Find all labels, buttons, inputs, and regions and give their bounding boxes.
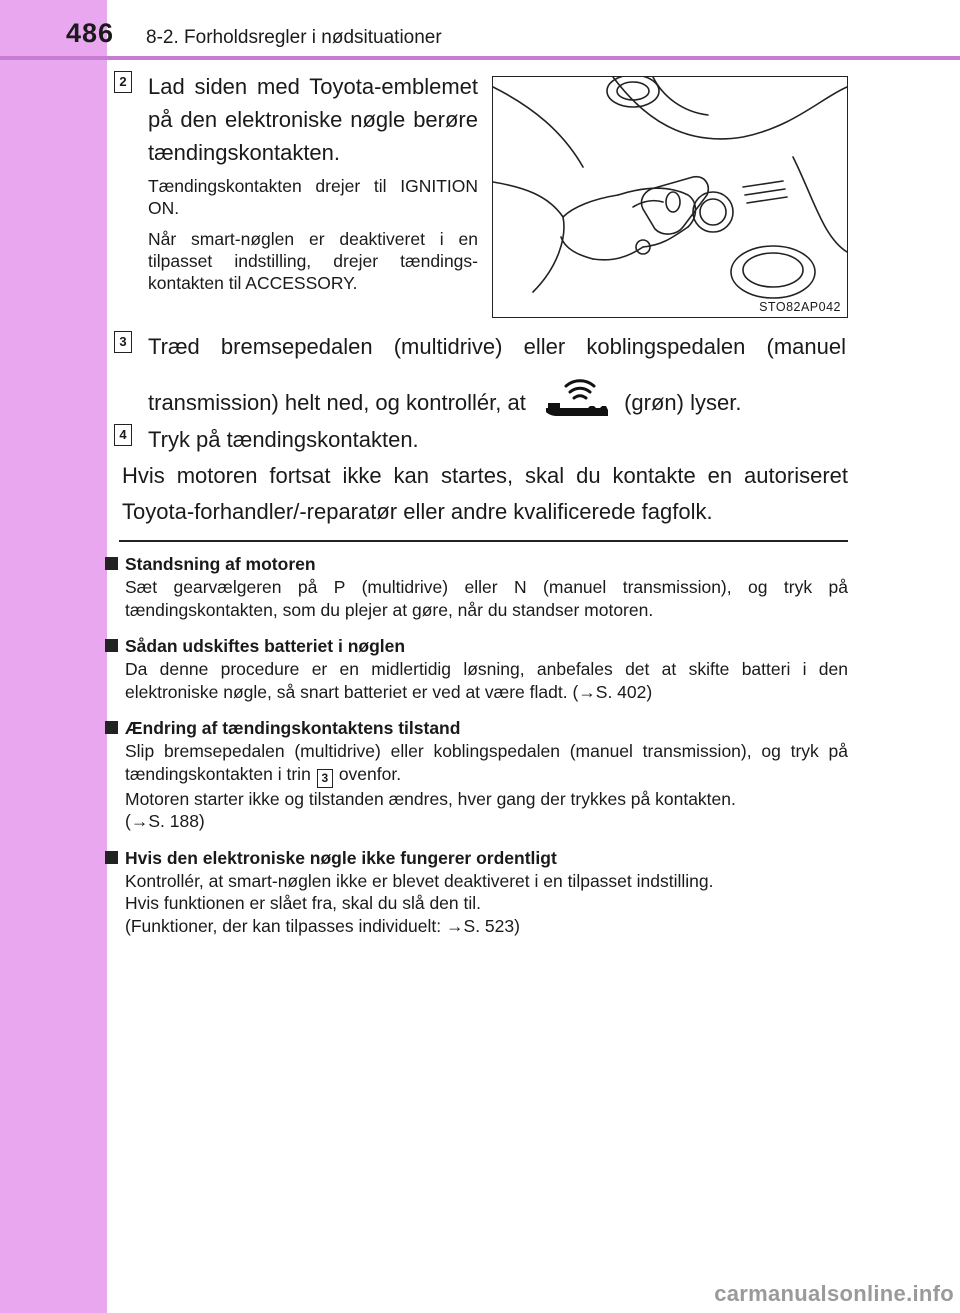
note-body-3-text: Slip bremsepedalen (multidrive) eller koblingspedalen (manuel transmission), og tryk på tændingskontakten i trin <box>125 741 848 784</box>
notes-section <box>103 552 848 950</box>
note-heading-3 <box>103 716 848 740</box>
step-2-note-2: Når smart-nøglen er deaktiveret i en tilpasset indstilling, drejer tændings-kontakten til ACCESSORY. <box>148 229 478 293</box>
side-color-bar <box>0 0 107 1313</box>
note-body-4a: Kontrollér, at smart-nøglen ikke er blevet deaktiveret i en tilpasset indstilling. <box>125 870 714 891</box>
note-body-2-text: Da denne procedure er en midlertidig løsning, anbefales det at skifte batteri i den elektroniske nøgle, så snart batteriet er ved at være fladt. ( <box>125 659 848 702</box>
note-aendring <box>103 716 848 833</box>
note-heading-text-1: Standsning af motoren <box>125 554 316 574</box>
illustration-drawing <box>493 77 847 317</box>
page-number: 486 <box>66 18 115 48</box>
note-noegle <box>103 846 848 938</box>
step-3-text-line-2 <box>148 376 846 420</box>
step-3-text-line-1: Træd bremsepedalen (multidrive) eller koblingspedalen (manuel <box>148 334 846 359</box>
note-body-3 <box>103 740 848 788</box>
step-3-text-after-icon: (grøn) lyser. <box>624 390 742 415</box>
section-divider <box>119 540 848 542</box>
key-immobilizer-icon <box>544 376 610 420</box>
step-2-text: Lad siden med Toyota-emblemet på den elektroniske nøgle berøre tændingskontakten. <box>148 74 478 165</box>
step-4-note: Hvis motoren fortsat ikke kan startes, skal du kontakte en autoriseret Toyota-forhandler/-reparatør eller andre kvalificerede fagfolk. <box>122 463 848 524</box>
note-heading-text-4: Hvis den elektroniske nøgle ikke fungerer ordentligt <box>125 847 557 868</box>
note-body-4c <box>103 915 848 938</box>
page-reference-523: S. 523) <box>463 915 520 936</box>
note-standsning <box>103 552 848 621</box>
note-body-3-text-end: ovenfor. <box>338 763 402 784</box>
step-2-marker: 2 <box>114 71 132 93</box>
note-heading-text-2: Sådan udskiftes batteriet i nøglen <box>125 636 406 656</box>
page-header <box>0 0 960 58</box>
figure-code: STO82AP042 <box>759 300 841 314</box>
step-4-text: Tryk på tændingskontakten. <box>148 427 419 452</box>
key-touching-switch-illustration <box>492 76 848 318</box>
arrow-right-icon: → <box>578 681 596 702</box>
square-bullet-icon <box>105 721 118 734</box>
note-heading-4 <box>103 846 848 870</box>
note-body-1: Sæt gearvælgeren på P (multidrive) eller N (manuel transmission), og tryk på tændingskontakten, som du plejer at gøre, når du standser motoren. <box>125 577 848 620</box>
note-heading-1 <box>103 552 848 576</box>
step-2-note-1: Tændingskontakten drejer til IGNITION ON. <box>148 176 478 218</box>
square-bullet-icon <box>105 639 118 652</box>
step-4-marker: 4 <box>114 424 132 446</box>
square-bullet-icon <box>105 557 118 570</box>
page-reference-402: S. 402) <box>595 681 653 702</box>
arrow-right-icon: → <box>130 811 149 831</box>
section-title: 8-2. Forholdsregler i nødsituationer <box>146 27 442 48</box>
step-3-reference-marker: 3 <box>317 769 333 788</box>
arrow-right-icon: → <box>446 915 464 936</box>
ref-open-paren: ( <box>125 811 131 831</box>
note-batteri <box>103 634 848 703</box>
header-rule <box>0 56 960 60</box>
step-3-text-before-icon: transmission) helt ned, og kontrollér, at <box>148 390 526 415</box>
note-body-3b <box>103 788 848 833</box>
note-body-4c-text: (Funktioner, der kan tilpasses individuelt: <box>125 915 442 936</box>
note-heading-text-3: Ændring af tændingskontaktens tilstand <box>125 718 461 738</box>
square-bullet-icon <box>105 851 118 864</box>
note-body-2 <box>103 658 848 703</box>
page-reference-188: S. 188) <box>148 811 205 831</box>
note-body-3b-text: Motoren starter ikke og tilstanden ændres, hver gang der trykkes på kontakten. <box>125 788 736 809</box>
step-3-marker: 3 <box>114 331 132 353</box>
watermark: carmanualsonline.info <box>714 1281 954 1306</box>
note-heading-2 <box>103 634 848 658</box>
note-body-4b: Hvis funktionen er slået fra, skal du slå den til. <box>125 893 482 913</box>
